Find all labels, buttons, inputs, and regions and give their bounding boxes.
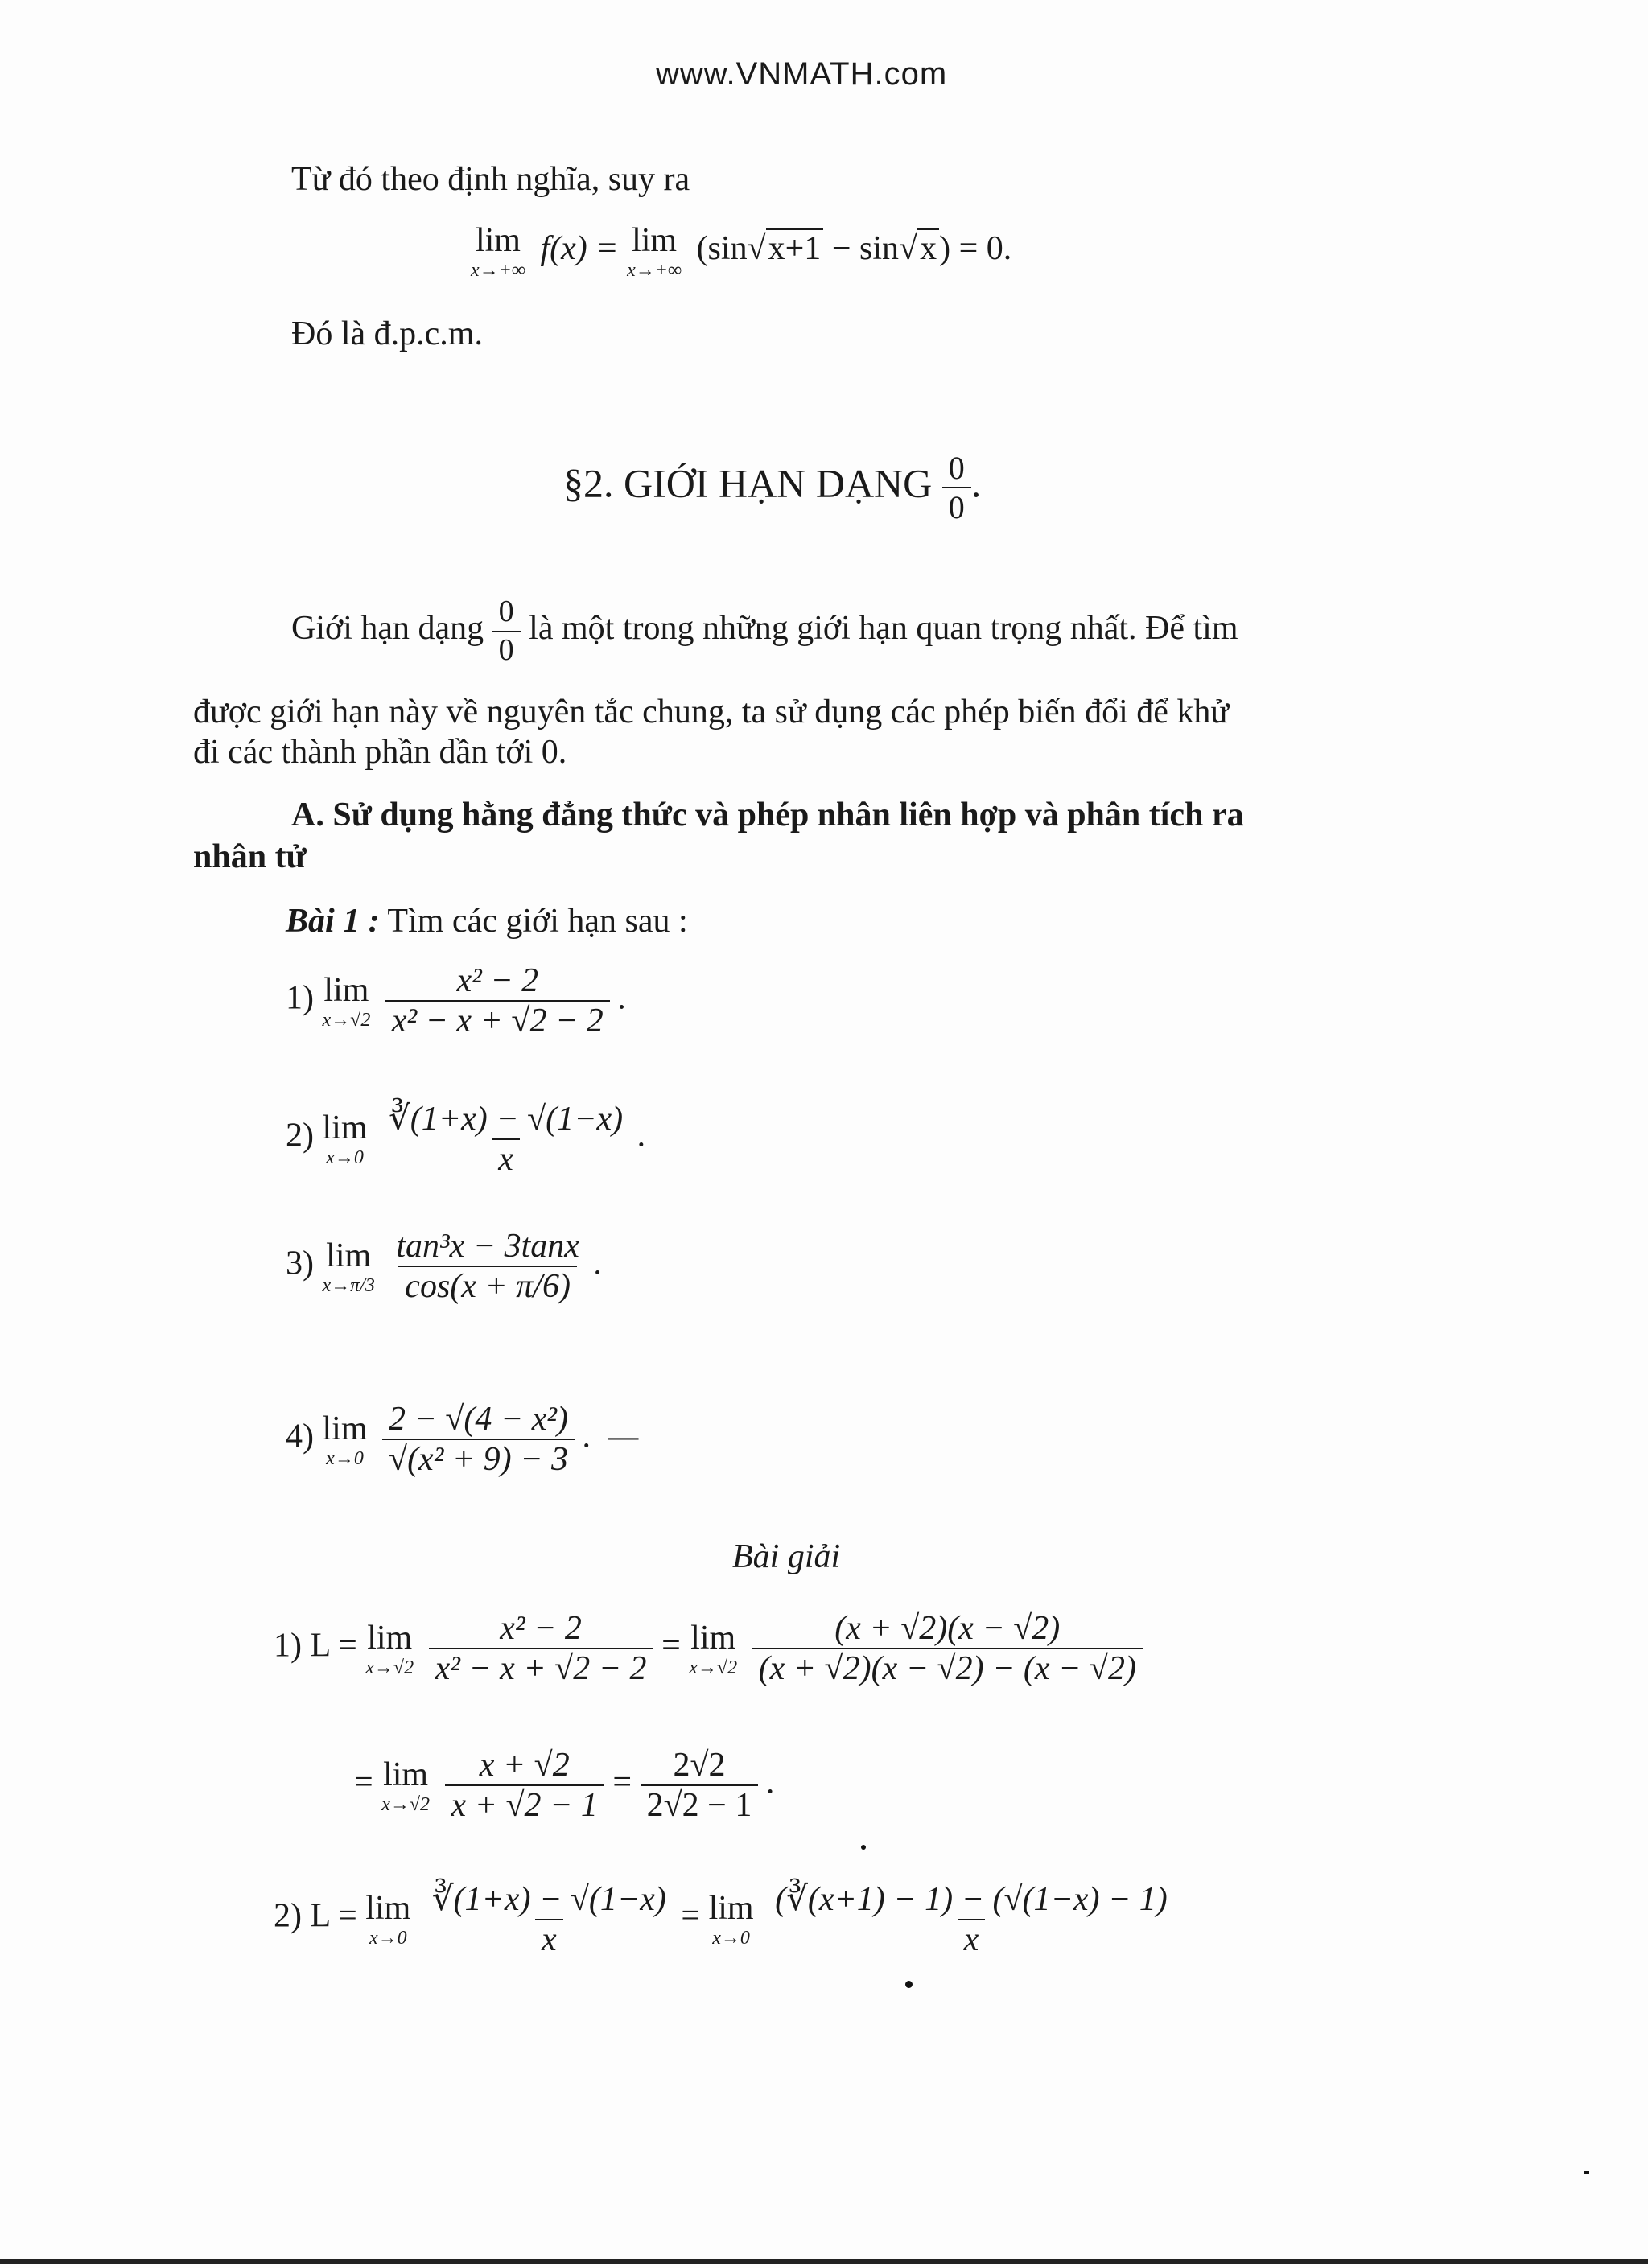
lim-sub: x→√2 — [381, 1793, 431, 1815]
scan-speck — [905, 1981, 913, 1988]
section-title-text: §2. GIỚI HẠN DẠNG — [563, 460, 933, 506]
problem-index: 4) — [286, 1418, 314, 1455]
intro-conclusion: Đó là đ.p.c.m. — [291, 315, 483, 352]
intro-line: Từ đó theo định nghĩa, suy ra — [291, 161, 690, 198]
solution-num: ∛(1+x) − √(1−x) — [431, 1881, 666, 1918]
solution-num: 2√2 — [673, 1747, 726, 1784]
problem-den: cos(x + π/6) — [398, 1266, 577, 1306]
problem-num: x² − 2 — [456, 962, 539, 999]
solution-num: x + √2 — [479, 1747, 570, 1784]
lim-word: lim — [475, 222, 521, 259]
lim-word: lim — [365, 1889, 411, 1927]
section-title: §2. GIỚI HẠN DẠNG $\frac{0}{0}$ . — [563, 450, 982, 525]
solution-label: 1) L = — [274, 1627, 357, 1665]
paragraph-start: Giới hạn dạng — [291, 610, 484, 648]
lim-word: lim — [383, 1756, 429, 1793]
lim-sub: x→+∞ — [627, 260, 682, 281]
paragraph-end: là một trong những giới hạn quan trọng nhất. Để tìm — [529, 610, 1238, 648]
solution-den: x² − x + √2 − 2 — [429, 1648, 653, 1688]
exercise-prompt: Tìm các giới hạn sau : — [387, 903, 688, 940]
lim-word: lim — [322, 1109, 368, 1146]
lim-sub: x→√2 — [365, 1657, 414, 1678]
problem-2: 2) lim x→0 $\frac{∛(1+x) - √(1-x)}{x}$ . — [286, 1098, 646, 1179]
lim-word: lim — [323, 971, 369, 1009]
lim-word: lim — [322, 1410, 368, 1447]
solution-den: x — [535, 1919, 563, 1959]
lim-sub: x→0 — [326, 1447, 364, 1469]
subsection-heading-2: nhân tử — [193, 838, 307, 875]
problem-4: 4) lim x→0 $\frac{\text{2 − √(4 − x²)}}{\text{√(x² + 9) − 3}}$ . — — [286, 1401, 639, 1478]
problem-den: x² − x + √2 − 2 — [385, 1000, 610, 1040]
intro-equation: lim x→+∞ f(x) = lim x→+∞ (sin√x+1 − sin√x) = 0. — [471, 222, 1012, 281]
solution-num: (∛(x+1) − 1) − (√(1−x) − 1) — [775, 1881, 1168, 1918]
solution-1-line-2: = lim x→√2 $\frac{x + √2}{x + √2 - 1}$ = $\frac{2√2}{2√2 - 1}$ . — [354, 1747, 776, 1824]
lim-sub: x→π/3 — [322, 1274, 375, 1296]
solution-den: x + √2 − 1 — [445, 1784, 604, 1825]
lim-sub: x→√2 — [322, 1009, 371, 1031]
lim-sub: x→0 — [712, 1927, 750, 1949]
lim-sub: x→+∞ — [471, 260, 525, 281]
lim-word: lim — [326, 1237, 372, 1274]
problem-1: 1) lim x→√2 $\frac{\text{x² − 2}}{\text{x² − x + √2 − 2}}$ . — [286, 962, 627, 1039]
problem-den: x — [492, 1138, 520, 1179]
solution-label: 2) L = — [274, 1897, 357, 1935]
problem-index: 1) — [286, 979, 314, 1017]
paragraph-line-3: đi các thành phần dần tới 0. — [193, 734, 567, 771]
problem-num: tan³x − 3tanx — [396, 1228, 579, 1265]
solution-den: 2√2 − 1 — [641, 1784, 759, 1825]
problem-3: 3) lim x→π/3 $\frac{\text{tan³x − 3tanx}}{\cos(x + \pi/6)}$ . — [286, 1228, 603, 1305]
solution-1-line-1: 1) L = lim x→√2 $\frac{\text{x² − 2}}{\text{x² − x + √2 − 2}}$ = lim x→√2 $\frac{(x + √2)(x - √2)}{(x + √2)(x - √2) - (x - √2)}$ — [274, 1609, 1143, 1688]
paragraph-line-2: được giới hạn này về nguyên tắc chung, ta sử dụng các phép biến đổi để khử — [193, 694, 1230, 731]
solution-den: x — [958, 1919, 986, 1959]
lim-word: lim — [632, 222, 678, 259]
solution-2-line-1: 2) L = lim x→0 $\frac{∛(1+x) - √(1-x)}{x}$ = lim x→0 $\frac{(∛(x+1) - 1) - (√(1-x) - 1)}{x}$ — [274, 1879, 1174, 1959]
header-site: www.VNMATH.com — [656, 56, 948, 92]
scan-speck — [861, 1845, 866, 1850]
subsection-heading-1: A. Sử dụng hằng đẳng thức và phép nhân liên hợp và phân tích ra — [291, 796, 1244, 834]
solution-den: (x + √2)(x − √2) − (x − √2) — [752, 1648, 1143, 1688]
paragraph-frac-den: 0 — [492, 631, 521, 669]
lim-sub: x→√2 — [689, 1657, 738, 1678]
lim-word: lim — [367, 1619, 413, 1657]
problem-num: 2 − √(4 − x²) — [389, 1401, 568, 1438]
solution-heading: Bài giải — [732, 1538, 841, 1575]
exercise-line — [286, 901, 688, 941]
exercise-label: Bài 1 : — [286, 903, 380, 940]
problem-num: ∛(1+x) − √(1−x) — [389, 1101, 624, 1138]
paragraph-frac-num: 0 — [498, 595, 514, 628]
section-frac-den: 0 — [942, 487, 971, 526]
scan-bottom-edge — [0, 2259, 1648, 2264]
problem-index: 2) — [286, 1117, 314, 1155]
section-frac-num: 0 — [948, 450, 965, 486]
solution-num: x² − 2 — [500, 1610, 582, 1647]
scan-speck — [1584, 2171, 1589, 2174]
solution-num: (x + √2)(x − √2) — [834, 1610, 1061, 1647]
problem-index: 3) — [286, 1245, 314, 1282]
problem-den: √(x² + 9) − 3 — [382, 1439, 575, 1479]
lim-word: lim — [708, 1889, 754, 1927]
lim-sub: x→0 — [326, 1146, 364, 1168]
lim-word: lim — [690, 1619, 736, 1657]
lim-sub: x→0 — [369, 1927, 407, 1949]
paragraph-line-1 — [291, 594, 1238, 669]
